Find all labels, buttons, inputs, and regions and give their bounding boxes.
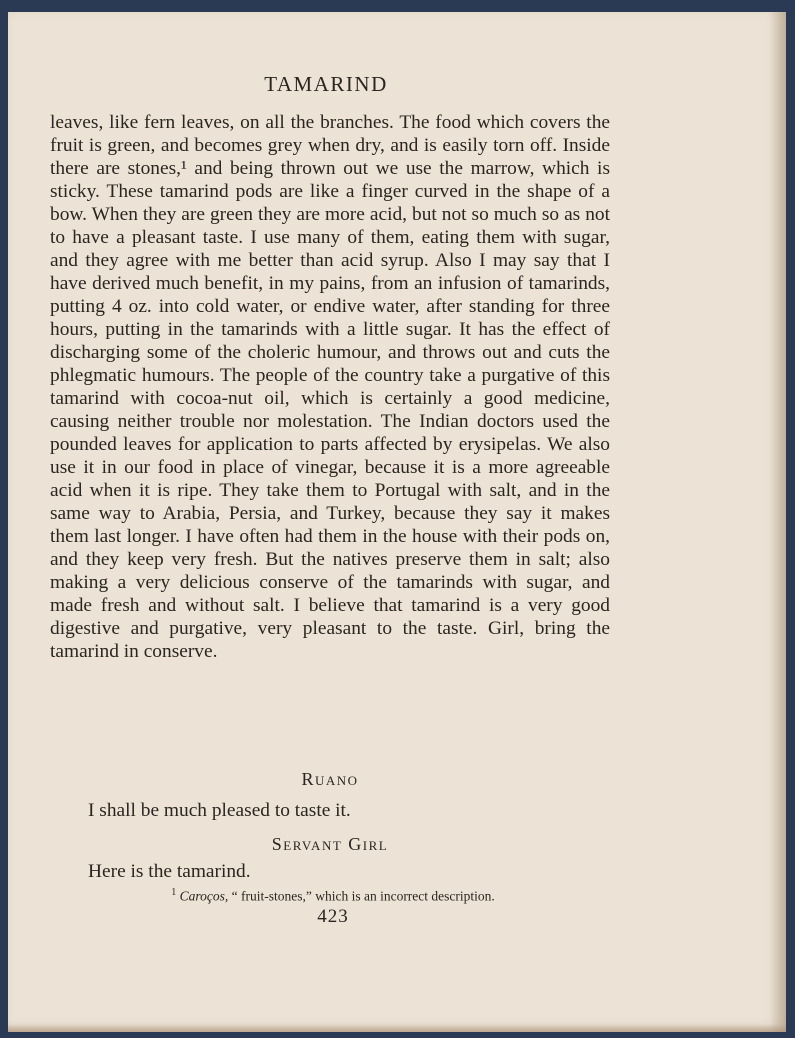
speech-servant-girl: Here is the tamarind. (88, 861, 251, 882)
footnote (8, 887, 658, 905)
page-number: 423 (317, 906, 349, 927)
page-bottom-edge (8, 1024, 786, 1032)
speaker-servant-girl: Servant Girl (271, 834, 389, 854)
footnote-term: Caroços, (179, 888, 229, 904)
footnote-marker: 1 (171, 887, 177, 898)
running-head: TAMARIND (264, 72, 388, 96)
footnote-text: “ fruit-stones,” which is an incorrect description. (228, 888, 495, 904)
body-paragraph: leaves, like fern leaves, on all the branches. The food which covers the fruit is green, and becomes grey when dry, and is easily torn off. Inside there are stones,¹ and being thrown out we use the marrow, which is sticky. These tamarind pods are like a finger curved in the shape of a bow. When they are green they are more acid, but not so much so as not to have a pleasant taste. I use many of them, eating them with sugar, and they agree with me better than acid syrup. Also I may say that I have derived much benefit, in my pains, from an infusion of tamarinds, putting 4 oz. into cold water, or endive water, after standing for three hours, putting in the tamarinds with a little sugar. It has the effect of discharging some of the choleric humour, and throws out and cuts the phlegmatic humours. The people of the country take a purgative of this tamarind with cocoa-nut oil, which is certainly a good medicine, causing neither trouble nor molestation. The Indian doctors used the pounded leaves for application to parts affected by erysipelas. We also use it in our food in place of vinegar, because it is a more agreeable acid when it is ripe. They take them to Portugal with salt, and in the same way to Arabia, Persia, and Turkey, because they say it makes them last longer. I have often had them in the house with their pods on, and they keep very fresh. But the natives preserve them in salt; also making a very delicious conserve of the tamarinds with sugar, and made fresh and without salt. I believe that tamarind is a very good digestive and purgative, very pleasant to the taste. Girl, bring the tamarind in conserve. (50, 112, 610, 662)
body-text (50, 111, 610, 663)
page-gutter-shadow (770, 12, 786, 1032)
speech-ruano: I shall be much pleased to taste it. (88, 800, 351, 821)
book-page (8, 12, 786, 1032)
speaker-ruano: Ruano (301, 769, 359, 789)
